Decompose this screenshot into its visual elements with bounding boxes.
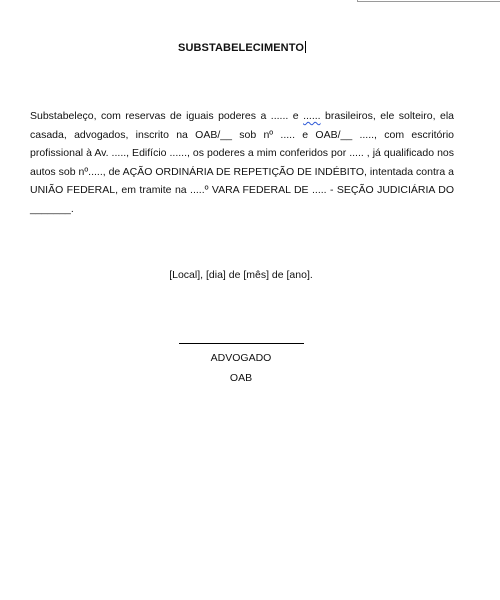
signature-oab: OAB: [229, 372, 253, 384]
date-line: [Local], [dia] de [mês] de [ano].: [169, 269, 313, 281]
window-corner-frame: [357, 0, 500, 2]
signature-line: [179, 343, 304, 344]
signature-role: ADVOGADO: [210, 352, 272, 364]
document-title[interactable]: [0, 41, 484, 55]
paragraph-part-2: brasileiros, ele solteiro, ela casada, advogados, inscrito na OAB/__ sob nº ..... e OAB/__ ....., com escritório profissional à Av. ....., Edifício ......, os poderes a mim conferidos por ..... , já qualificado nos autos sob nº....., de AÇÃO ORDINÁRIA DE REPETIÇÃO DE INDÉBITO, intentada contra a UNIÃO FEDERAL, em tramite na .....º VARA FEDERAL DE ..... - SEÇÃO JUDICIÁRIA DO _______.: [30, 110, 454, 215]
text-cursor: [305, 41, 306, 53]
spelling-flagged-word[interactable]: ......: [303, 110, 321, 122]
substabelecimento-paragraph[interactable]: [30, 107, 454, 219]
paragraph-part-1: Substabeleço, com reservas de iguais poderes a ...... e: [30, 110, 304, 122]
document-title-text: SUBSTABELECIMENTO: [178, 42, 304, 54]
